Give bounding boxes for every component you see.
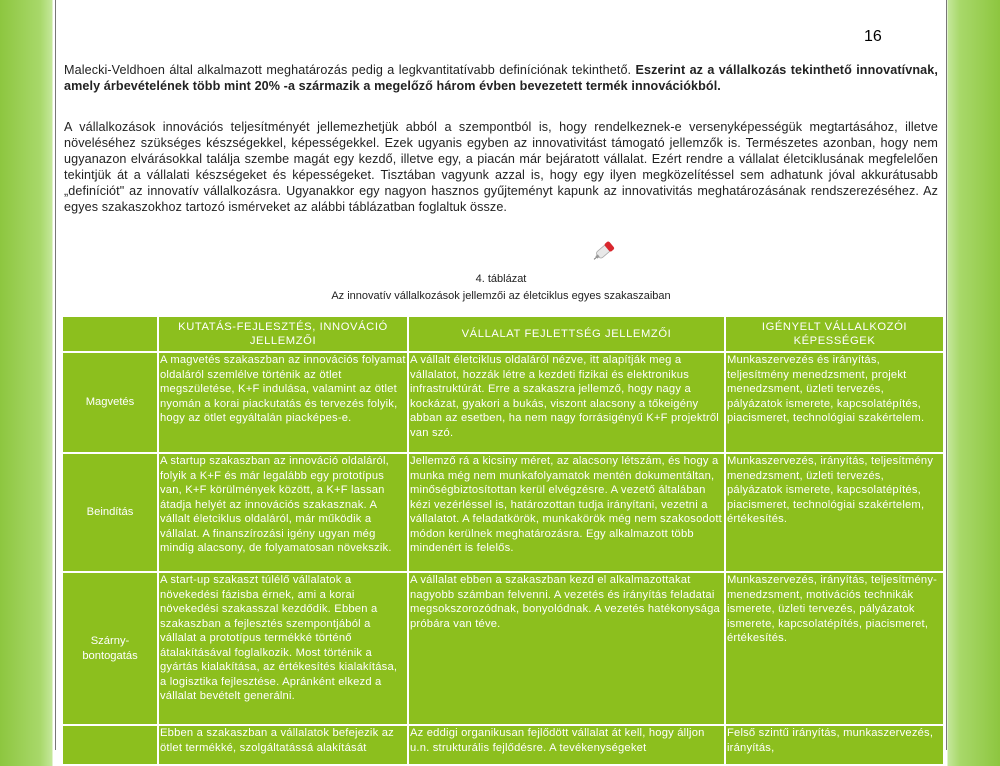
rd-cell: A start-up szakaszt túlélő vállalatok a növekedési fázisba érnek, ami a korai növekedési szakasszal kezdődik. Ebben a szakaszban a fejlesztés szempontjából a vállalat a prototípus termékké történő átalakításával foglalkozik. Most történik a gyártás kialakítása, az értékesítés kialakítása, a logisztika fejlesztése. Apránként elkezd a vállalat bevételt generálni. [158,572,408,725]
development-cell: Az eddigi organikusan fejlődött vállalat át kell, hogy álljon u.n. strukturális fejlődésre. A tevékenységeket [408,725,725,765]
table-row [62,453,944,572]
table-row [62,352,944,453]
stage-cell: Magvetés [62,352,158,453]
table-header-development: VÁLLALAT FEJLETTSÉG JELLEMZŐI [408,316,725,352]
table-header-stage [62,316,158,352]
paragraph-definition [64,62,938,94]
skills-cell: Munkaszervezés, irányítás, teljesítmény menedzsment, üzleti tervezés, pályázatok ismerete, kapcsolatépítés, piacismeret, technológiai szakértelem, értékesítés. [725,453,944,572]
skills-cell: Munkaszervezés és irányítás, teljesítmény menedzsment, projekt menedzsment, üzleti tervezés, pályázatok ismerete, kapcsolatépítés, piacismeret, technológiai szakértelem. [725,352,944,453]
table-row [62,572,944,725]
table-row [62,725,944,765]
table-header-row [62,316,944,352]
rd-cell: A magvetés szakaszban az innovációs folyamat oldaláról szemlélve történik az ötlet megszületése, K+F indulása, valamint az ötlet nyomán a korai piackutatás és tervezés folyik, hogy az ötlet egyáltalán piacképes-e. [158,352,408,453]
stage-cell: Beindítás [62,453,158,572]
table-header-skills: IGÉNYELT VÁLLALKOZÓI KÉPESSÉGEK [725,316,944,352]
page-number: 16 [864,28,882,45]
paragraph-definition-normal: Malecki-Veldhoen által alkalmazott meghatározás pedig a legkvantitatívabb definíciónak tekinthető. [64,63,632,77]
paragraph-definition-bold: Eszerint az a vállalkozás tekinthető innovatívnak, amely árbevételének több mint 20% -a származik a megelőző három évben bevezetett termék innovációkból. [64,63,938,93]
development-cell: Jellemző rá a kicsiny méret, az alacsony létszám, és hogy a munka még nem munkafolyamatok mentén dokumentáltan, minőségbiztosítottan kerül elvégzésre. A vezető általában kézi vezérléssel is, határozottan tudja irányítani, vezetni a vállalatot. A feladatkörök, munkakörök még nem szakosodott módon kerülnek meghatározásra. Egy alkalmazott több mindenért is felelős. [408,453,725,572]
skills-cell: Felső szintű irányítás, munkaszervezés, irányítás, [725,725,944,765]
table-caption-title: Az innovatív vállalkozások jellemzői az életciklus egyes szakaszaiban [331,290,671,302]
development-cell: A vállalat ebben a szakaszban kezd el alkalmazottakat nagyobb számban felvenni. A vezetés és irányítás feladatai megsokszorozódnak, bonyolódnak. A vezetés hatékonysága próbára van téve. [408,572,725,725]
table-caption-number: 4. táblázat [475,273,527,285]
rd-cell: A startup szakaszban az innováció oldaláról, folyik a K+F és már legalább egy prototípus van, K+F körülmények között, a K+F lassan átadja helyét az innovációs szakasznak. A vállalt életciklus oldaláról, már működik a vállalat. A finanszírozási igény ugyan még mindig alacsony, de folyamatosan növekszik. [158,453,408,572]
development-cell: A vállalt életciklus oldaláról nézve, itt alapítják meg a vállalatot, hozzák létre a kezdeti fizikai és elektronikus infrastruktúrát. Erre a szakaszra jellemző, hogy nagy a kockázat, gyakori a bukás, viszont alacsony a tőkeigény abban az esetben, ha nem nagy forrásigényű K+F projektről van szó. [408,352,725,453]
document-page [55,0,947,754]
pushpin-icon [590,237,618,265]
skills-cell: Munkaszervezés, irányítás, teljesítmény-menedzsment, motivációs technikák ismerete, üzleti tervezés, pályázatok ismerete, kapcsolatépítés, piacismeret, értékesítés. [725,572,944,725]
stage-cell [62,725,158,765]
paragraph-innovation: A vállalkozások innovációs teljesítményét jellemezhetjük abból a szempontból is, hogy rendelkeznek-e versenyképességük megtartásához, illetve növeléséhez szükséges készségekkel, képességekkel. Ezek ugyanis egyben az innovativitást támogató jellemzők is. Természetes azonban, hogy nem ugyanazon elvárásokkal találja szembe magát egy kezdő, illetve egy, a piacán már bejáratott vállalat. Ezért rendre a vállalat életciklusának megfelelően tekintjük át a vállalati készségeket és képességeket. Tisztában vagyunk azzal is, hogy egy ilyen megközelítéssel sem adhatunk jóval akkurátusabb „definíciót" az innovatív vállalkozásra. Ugyanakkor egy nagyon hasznos gyűjteményt kapunk az innovativitás meghatározásának rendszerezéséhez. Az egyes szakaszokhoz tartozó ismérveket az alábbi táblázatban foglaltuk össze. [64,120,938,214]
rd-cell: Ebben a szakaszban a vállalatok befejezik az ötlet termékké, szolgáltatássá alakítását [158,725,408,765]
table-header-rd: KUTATÁS-FEJLESZTÉS, INNOVÁCIÓ JELLEMZŐI [158,316,408,352]
lifecycle-table [61,315,945,766]
stage-cell: Szárny-bontogatás [62,572,158,725]
